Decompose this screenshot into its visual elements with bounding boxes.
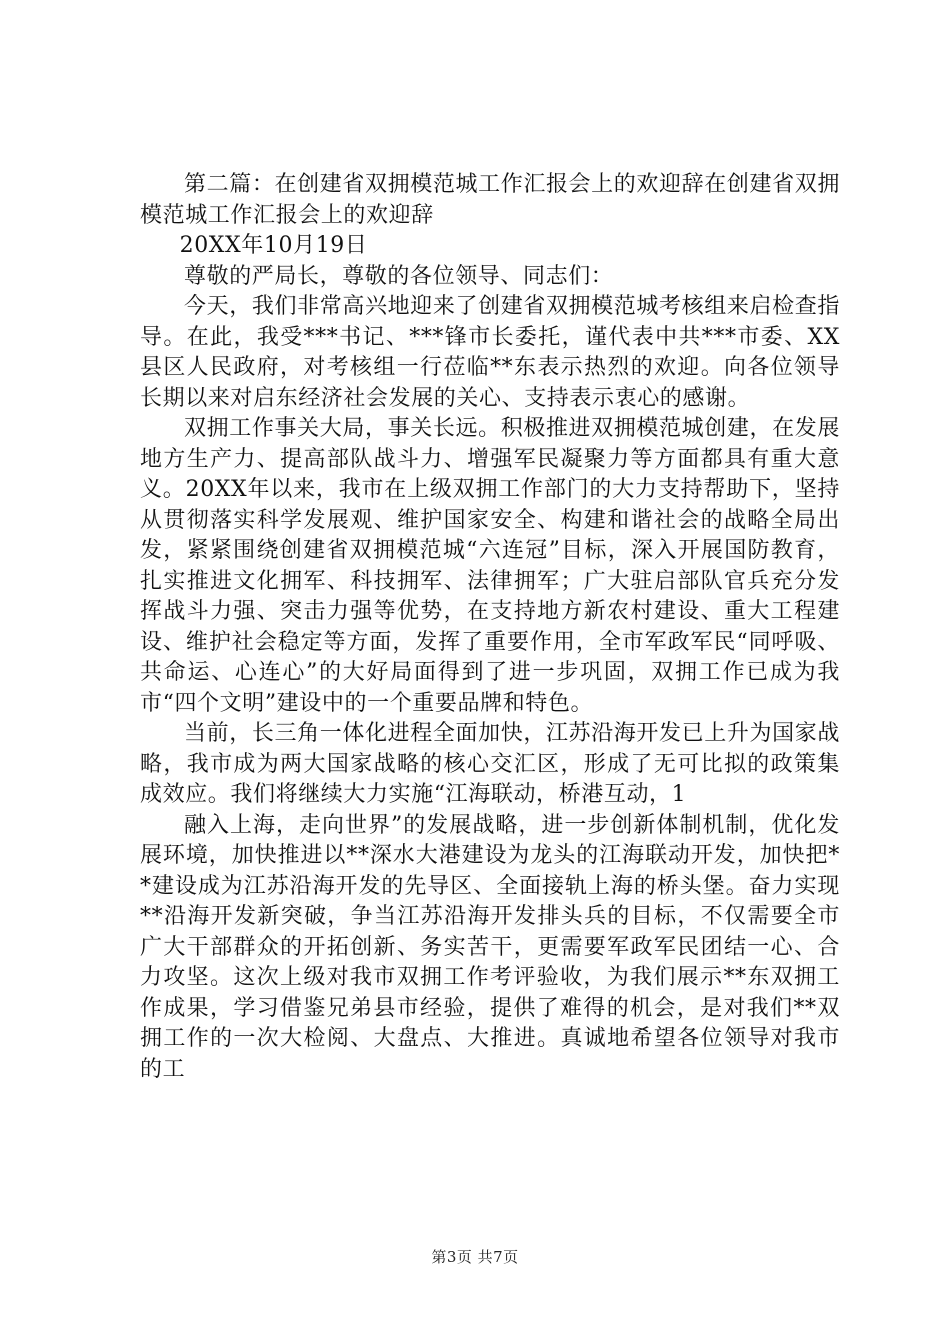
body-paragraph: 今天，我们非常高兴地迎来了创建省双拥模范城考核组来启检查指导。在此，我受***书记、***锋市长委托，谨代表中共***市委、XX县区人民政府，对考核组一行莅临**东表示热烈的欢迎。向各位领导长期以来对启东经济社会发展的关心、支持表示衷心的感谢。 [140, 294, 840, 411]
page-number-footer: 第3页 共7页 [431, 1248, 519, 1266]
date-line: 20XX年10月19日 [179, 233, 368, 258]
body-paragraph: 双拥工作事关大局，事关长远。积极推进双拥模范城创建，在发展地方生产力、提高部队战斗力、增强军民凝聚力等方面都具有重大意义。20XX年以来，我市在上级双拥工作部门的大力支持帮助下，坚持从贯彻落实科学发展观、维护国家安全、构建和谐社会的战略全局出发，紧紧围绕创建省双拥模范城“六连冠”目标，深入开展国防教育，扎实推进文化拥军、科技拥军、法律拥军；广大驻启部队官兵充分发挥战斗力强、突击力强等优势，在支持地方新农村建设、重大工程建设、维护社会稳定等方面，发挥了重要作用，全市军政军民“同呼吸、共命运、心连心”的大好局面得到了进一步巩固，双拥工作已成为我市“四个文明”建设中的一个重要品牌和特色。 [140, 416, 840, 716]
body-paragraph: 当前，长三角一体化进程全面加快，江苏沿海开发已上升为国家战略，我市成为两大国家战略的核心交汇区，形成了无可比拟的政策集成效应。我们将继续大力实施“江海联动，桥港互动，1 [140, 721, 840, 807]
document-body [140, 170, 840, 1085]
salutation: 尊敬的严局长，尊敬的各位领导、同志们： [184, 263, 614, 289]
body-paragraph: 融入上海，走向世界”的发展战略，进一步创新体制机制，优化发展环境，加快推进以**深水大港建设为龙头的江海联动开发，加快把**建设成为江苏沿海开发的先导区、全面接轨上海的桥头堡。奋力实现**沿海开发新突破，争当江苏沿海开发排头兵的目标，不仅需要全市广大干部群众的开拓创新、务实苦干，更需要军政军民团结一心、合力攻坚。这次上级对我市双拥工作考评验收，为我们展示**东双拥工作成果，学习借鉴兄弟县市经验，提供了难得的机会，是对我们**双拥工作的一次大检阅、大盘点、大推进。真诚地希望各位领导对我市的工 [140, 812, 840, 1082]
heading-paragraph: 第二篇：在创建省双拥模范城工作汇报会上的欢迎辞在创建省双拥模范城工作汇报会上的欢迎辞 [140, 172, 840, 228]
